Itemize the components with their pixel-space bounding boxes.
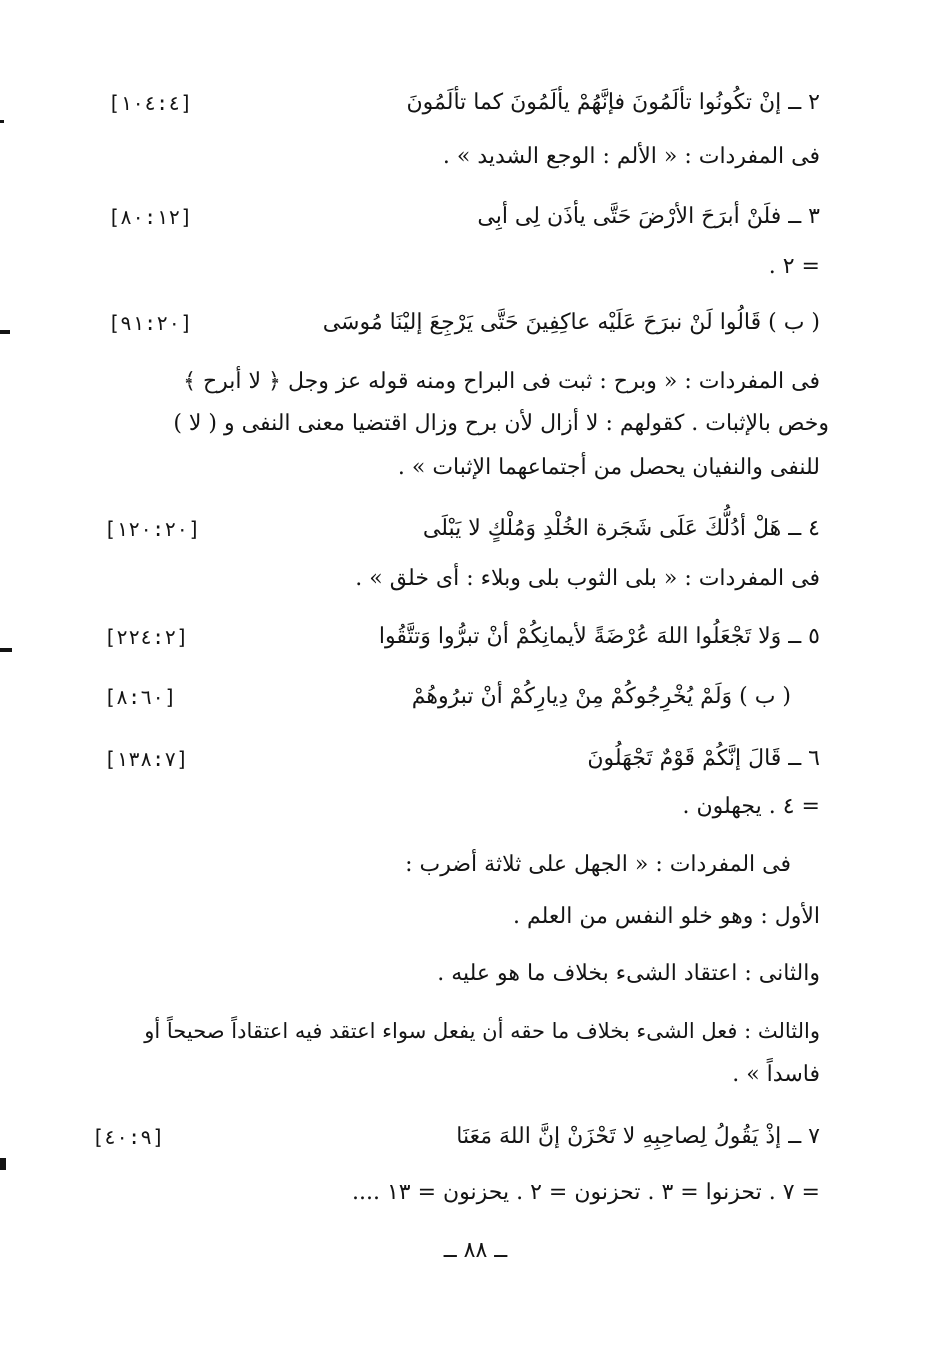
dictionary-note: فى المفردات : « الجهل على ثلاثة أضرب : — [405, 852, 791, 877]
verse-line: ٤ ــ هَلْ أدُلُّكَ عَلَى شَجَرة الخُلْدِ وَمُلْكٍ لا يَبْلَى — [422, 516, 820, 541]
dictionary-note: فاسداً » . — [732, 1062, 820, 1087]
dictionary-note: والثانى : اعتقاد الشىء بخلاف ما هو عليه . — [437, 961, 820, 986]
count-note: = ٤ . يجهلون . — [682, 794, 820, 819]
dictionary-note: الأول : وهو خلو النفس من العلم . — [513, 904, 820, 929]
verse-reference: [١٣٨:٧] — [104, 747, 189, 771]
dictionary-note: فى المفردات : « بلى الثوب بلى وبلاء : أى خلق » . — [355, 566, 820, 591]
verse-line: ٥ ــ وَلا تَجْعَلُوا اللهَ عُرْضَةً لأيمانِكُمْ أنْ تبرُّوا وَتتَّقُوا — [378, 624, 820, 649]
scan-mark — [0, 1158, 6, 1170]
dictionary-note: للنفى والنفيان يحصل من أجتماعهما الإثبات » . — [397, 455, 820, 480]
scan-mark — [0, 120, 4, 123]
verse-reference: [١٠٤:٤] — [108, 91, 193, 115]
verse-reference: [٤٠:٩] — [92, 1125, 165, 1149]
count-note: = ٧ . تحزنوا = ٣ . تحزنون = ٢ . يحزنون = ١٣ .... — [351, 1180, 820, 1205]
scan-mark — [0, 648, 12, 652]
verse-reference: [٩١:٢٠] — [108, 311, 193, 335]
dictionary-note: فى المفردات : « الألم : الوجع الشديد » . — [442, 144, 820, 169]
verse-reference: [٢٢٤:٢] — [104, 625, 189, 649]
dictionary-note: وخص بالإثبات . كقولهم : لا أزال لأن برح وزال اقتضيا معنى النفى و ( لا ) — [173, 411, 829, 436]
verse-reference: [٨٠:١٢] — [108, 205, 193, 229]
verse-line: ٦ ــ قَالَ إنَّكُمْ قَوْمٌ تَجْهَلُونَ — [587, 746, 820, 771]
verse-line: ( ب ) وَلَمْ يُخْرِجُوكُمْ مِنْ دِيارِكُمْ أنْ تبرُوهُمْ — [411, 684, 791, 709]
page-number: ــ ٨٨ ــ — [443, 1238, 508, 1263]
scan-mark — [0, 330, 10, 334]
verse-reference: [١٢٠:٢٠] — [104, 517, 201, 541]
dictionary-note: فى المفردات : « وبرح : ثبت فى البراح ومنه قوله عز وجل ﴿ لا أبرح ﴾ — [183, 369, 820, 394]
verse-reference: [٨:٦٠] — [104, 685, 177, 709]
verse-line: ٣ ــ فلَنْ أبرَحَ الأرْضَ حَتَّى يأذَن لِى أبِى — [477, 204, 820, 229]
verse-line: ( ب ) قَالُوا لَنْ نبرَحَ عَلَيْه عاكِفِينَ حَتَّى يَرْجِعَ إليْنَا مُوسَى — [322, 310, 820, 335]
dictionary-note: والثالث : فعل الشىء بخلاف ما حقه أن يفعل سواء اعتقد فيه اعتقاداً صحيحاً أو — [144, 1019, 820, 1043]
verse-line: ٧ ــ إذْ يَقُولُ لِصاحِبِهِ لا تَحْزَنْ إنَّ اللهَ مَعَنَا — [456, 1124, 820, 1149]
verse-line: ٢ ــ إنْ تكُونُوا تألَمُونَ فإنَّهُمْ يألَمُونَ كما تألَمُونَ — [406, 90, 820, 115]
count-note: = ٢ . — [768, 254, 820, 279]
